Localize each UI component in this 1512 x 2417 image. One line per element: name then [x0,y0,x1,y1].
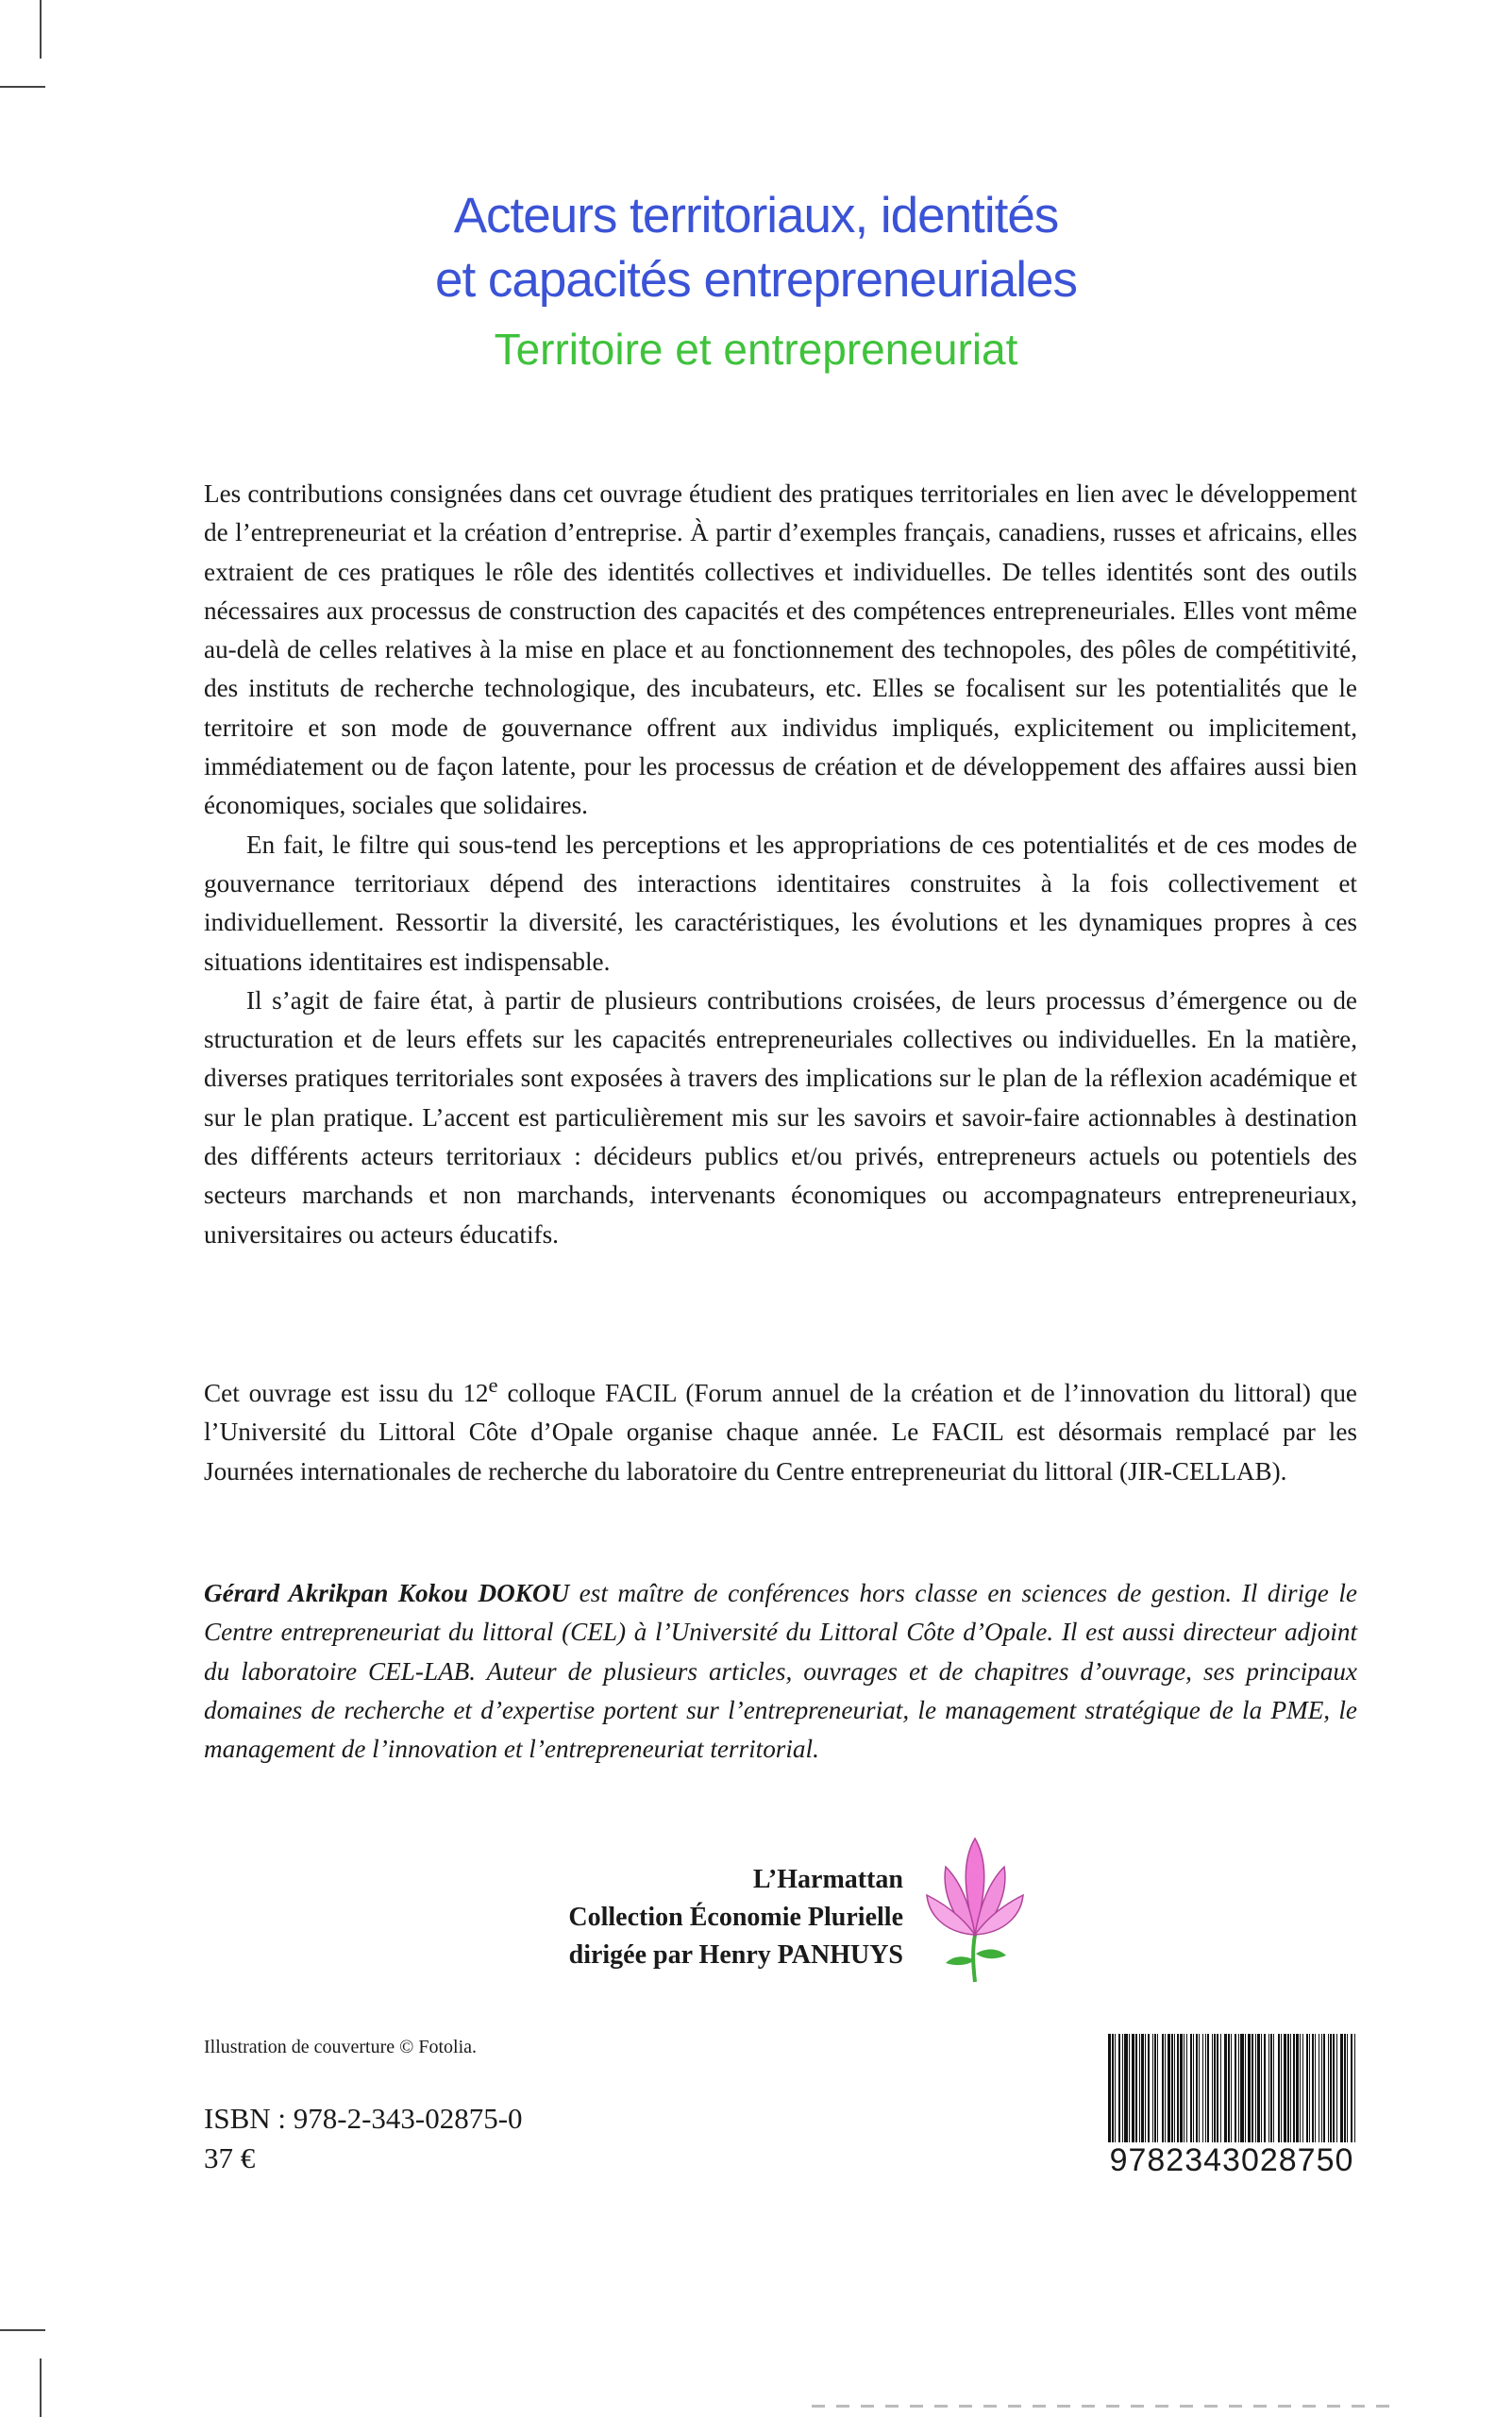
blurb-paragraph: Les contributions consignées dans cet ouvrage étudient des pratiques territoriales en lien avec le développement de l’entrepreneuriat et la création d’entreprise. À partir d’exemples français, canadiens, russes et africains, elles extraient de ces pratiques le rôle des identités collectives et individuelles. De telles identités sont des outils nécessaires aux processus de construction des capacités et des compétences entrepreneuriales. Elles vont même au-delà de celles relatives à la mise en place et au fonctionnement des technopoles, des pôles de compétitivité, des instituts de recherche technologique, des incubateurs, etc. Elles se focalisent sur les potentialités que le territoire et son mode de gouvernance offrent aux individus impliqués, explicitement ou implicitement, immédiatement ou de façon latente, pour les processus de création et de développement des affaires aussi bien économiques, sociales que solidaires. [204,479,1357,820]
isbn: ISBN : 978-2-343-02875-0 [204,2102,523,2135]
lotus-icon [923,1833,1027,1984]
barcode-digits: 9782343028750 [1095,2142,1369,2179]
title-block [0,184,1512,384]
author-name: Gérard Akrikpan Kokou DOKOU [204,1579,570,1607]
blurb-paragraph: En fait, le filtre qui sous-tend les perceptions et les appropriations de ces potentialités et de ces modes de gouvernance territoriaux dépend des interactions identitaires construites à la fois collectivement et individuellement. Ressortir la diversité, les caractéristiques, les évolutions et les dynamiques propres à ces situations identitaires est indispensable. [204,830,1357,976]
ordinal-superscript: e [488,1373,498,1397]
crop-mark [0,2329,45,2331]
book-subtitle: Territoire et entrepreneuriat [494,325,1018,374]
book-title-line-2: et capacités entrepreneuriales [434,252,1078,308]
publisher-name: L’Harmattan [752,1865,903,1894]
blurb [204,475,1357,1254]
collection-director: dirigée par Henry PANHUYS [568,1940,903,1970]
publisher-block [568,1861,903,1974]
crop-mark [0,86,45,88]
author-bio-paragraph [204,1574,1357,1769]
crop-mark [40,2358,42,2417]
illustration-credit: Illustration de couverture © Fotolia. [204,2037,478,2057]
conference-info-rest: colloque FACIL (Forum annuel de la création et de l’innovation du littoral) que l’Université du Littoral Côte d’Opale organise chaque année. Le FACIL est désormais remplacé par les Journées internationales de recherche du laboratoire du Centre entrepreneuriat du littoral (JIR-CELLAB). [204,1379,1357,1485]
collection-name: Collection Économie Plurielle [568,1903,903,1932]
author-bio [204,1574,1357,1769]
conference-info-start: Cet ouvrage est issu du 12 [204,1379,489,1408]
crop-mark [40,0,42,59]
book-title-line-1: Acteurs territoriaux, identités [453,188,1059,243]
conference-info [204,1366,1357,1491]
price: 37 € [204,2141,256,2174]
footer-print-marks [812,2405,1397,2408]
author-bio-text: est maître de conférences hors classe en sciences de gestion. Il dirige le Centre entrepreneuriat du littoral (CEL) à l’Université du Littoral Côte d’Opale. Il est aussi directeur adjoint du laboratoire CEL-LAB. Auteur de plusieurs articles, ouvrages et de chapitres d’ouvrage, ses principaux domaines de recherche et d’expertise portent sur l’entrepreneuriat, le management stratégique de la PME, le management de l’innovation et l’entrepreneuriat territorial. [204,1579,1357,1764]
conference-info-paragraph [204,1366,1357,1491]
blurb-paragraph: Il s’agit de faire état, à partir de plusieurs contributions croisées, de leurs processus d’émergence ou de structuration et de leurs effets sur les capacités entrepreneuriales collectives ou individuelles. En la matière, diverses pratiques territoriales sont exposées à travers des implications sur le plan de la réflexion académique et sur le plan pratique. L’accent est particulièrement mis sur les savoirs et savoir-faire actionnables à destination des différents acteurs territoriaux : décideurs publics et/ou privés, entrepreneurs actuels ou potentiels des secteurs marchands et non marchands, intervenants économiques ou accompagnateurs entrepreneuriaux, universitaires ou acteurs éducatifs. [204,985,1357,1249]
isbn-price-block [204,2099,523,2178]
